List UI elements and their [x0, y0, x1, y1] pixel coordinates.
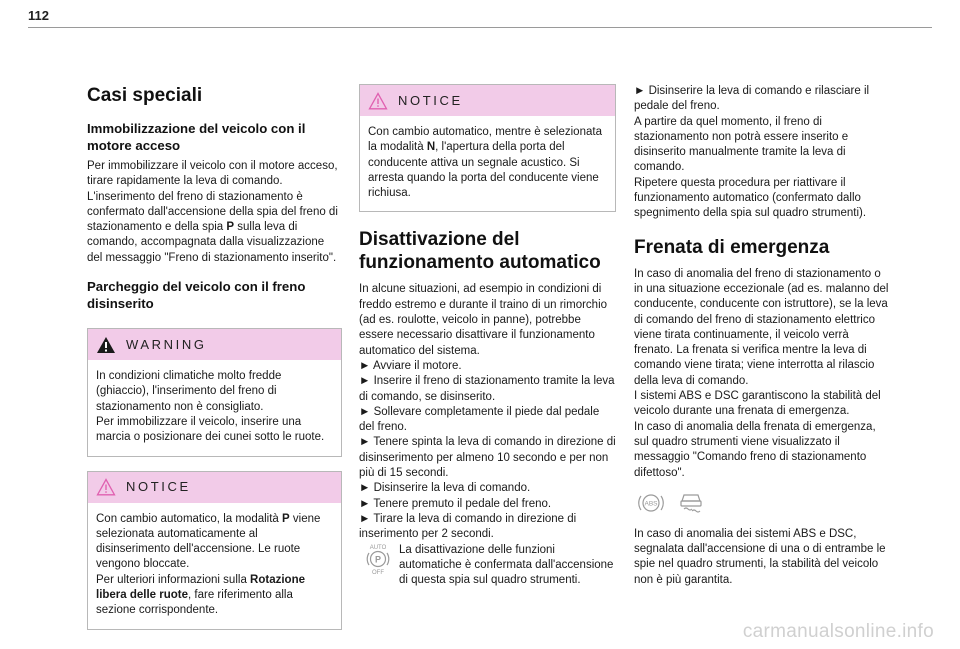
- step-4: ► Tenere spinta la leva di comando in direzione di disinserimento per almeno 10 secondo e per non più di 15 secondi.: [359, 436, 616, 480]
- warning-title: WARNING: [126, 336, 207, 352]
- paragraph-abs-dsc: In caso di anomalia dei sistemi ABS e DSC, segnalata dall'accensione di una o di entrambe le spie nel quadro strumenti, la stabilità del veicolo non è più garantita.: [634, 527, 886, 586]
- column-3: [634, 84, 890, 588]
- column-2: [359, 84, 616, 588]
- notice-box-2-header: [360, 85, 615, 116]
- auto-p-icon-bottom-label: OFF: [372, 569, 384, 575]
- abs-warning-icon: [636, 491, 666, 515]
- warning-triangle-icon: [96, 336, 116, 354]
- paragraph-immobilizzazione: Per immobilizzare il veicolo con il motore acceso, tirare rapidamente la leva di comando. L'inserimento del freno di stazionamento è confermato dall'accensione della spia del freno di stazionamento e della spia P sulla leva di comando, accompagnata dalla visualizzazione del messaggio "Freno di stazionamento inserito".: [87, 160, 338, 264]
- section-title-frenata-emergenza: Frenata di emergenza: [634, 236, 830, 258]
- step-7: ► Tirare la leva di comando in direzione di inserimento per 2 secondi.: [359, 512, 577, 541]
- dsc-skid-icon: [676, 491, 706, 515]
- notice-triangle-icon: [368, 92, 388, 110]
- step-1: ► Avviare il motore.: [359, 359, 462, 372]
- notice-box-1-header: [88, 472, 341, 503]
- abs-dsc-icons: [636, 491, 890, 515]
- paragraph-frenata-emergenza: In caso di anomalia del freno di stazionamento o in una situazione eccezionale (ad es. malanno del conducente, conducente con istruttore), se la leva di comando del freno di stazionamento elettrico viene tirata continuamente, il veicolo verrà frenato. La frenata si verifica mentre la leva di comando viene tirata; viene interrotta al rilascio della leva di comando. I sistemi ABS e DSC garantiscono la stabilità del veicolo durante una frenata di emergenza. In caso di anomalia della frenata di emergenza, sul quadro strumenti viene visualizzato il messaggio "Comando freno di stazionamento difettoso".: [634, 267, 889, 479]
- header-rule: [28, 27, 932, 28]
- auto-p-icon-top-label: AUTO: [369, 544, 387, 551]
- notice-text-1: Con cambio automatico, la modalità P viene selezionata automaticamente al disinserimento dell'accensione. Le ruote vengono bloccate. Per ulteriori informazioni sulla Rotazione libera delle ruote, fare riferimento alla sezione corrispondente.: [96, 512, 321, 617]
- section-title-disattivazione: Disattivazione del funzionamento automatico: [359, 229, 601, 274]
- notice-text-2: Con cambio automatico, mentre è selezionata la modalità N, l'apertura della porta del conducente attiva un segnale acustico. Si arresta quando la porta del conducente viene richiusa.: [368, 126, 602, 200]
- column-1: [87, 84, 342, 644]
- auto-p-off-warning-icon: [363, 543, 393, 575]
- notice-box-1: [87, 471, 342, 630]
- paragraph-confirm: AUTO P OFF La disattivazione delle funzioni automatiche è confermata dall'accensione di questa spia sul quadro strumenti.: [359, 543, 616, 589]
- notice-title: NOTICE: [398, 92, 463, 108]
- page-number: 112: [28, 8, 49, 23]
- section-title-casi-speciali: Casi speciali: [87, 85, 203, 106]
- abs-icon-label: ABS: [644, 500, 658, 508]
- heading-immobilizzazione: Immobilizzazione del veicolo con il motore acceso: [87, 121, 306, 153]
- watermark: carmanualsonline.info: [742, 621, 934, 642]
- notice-title: NOTICE: [126, 479, 191, 495]
- warning-box-header: [88, 329, 341, 360]
- step-3: ► Sollevare completamente il piede dal pedale del freno.: [359, 405, 600, 434]
- notice-box-2: [359, 84, 616, 212]
- paragraph-disattivazione-intro: In alcune situazioni, ad esempio in condizioni di freddo estremo e durante il traino di un rimorchio (ad es. roulotte, veicolo in panne), potrebbe essere necessario disattivare il funzionamento automatico del sistema.: [359, 283, 608, 357]
- notice-triangle-icon: [96, 478, 116, 496]
- step-6: ► Tenere premuto il pedale del freno.: [359, 497, 552, 510]
- warning-box: [87, 328, 342, 456]
- step-5: ► Disinserire la leva di comando.: [359, 482, 531, 495]
- warning-text: In condizioni climatiche molto fredde (ghiaccio), l'inserimento del freno di stazionamento non è consigliato. Per immobilizzare il veicolo, inserire una marcia o posizionare dei cunei sotto le ruote.: [96, 370, 325, 444]
- step-2: ► Inserire il freno di stazionamento tramite la leva di comando, se disinserito.: [359, 375, 615, 403]
- auto-p-icon-letter: P: [374, 554, 382, 565]
- heading-parcheggio: Parcheggio del veicolo con il freno disinserito: [87, 279, 306, 312]
- paragraph-disinserire: ► Disinserire la leva di comando e rilasciare il pedale del freno. A partire da quel momento, il freno di stazionamento non potrà essere inserito e disinserito manualmente tramite la leva di comando. Ripetere questa procedura per riattivare il funzionamento automatico (confermato dallo spegnimento della spia sul quadro strumenti).: [634, 85, 870, 220]
